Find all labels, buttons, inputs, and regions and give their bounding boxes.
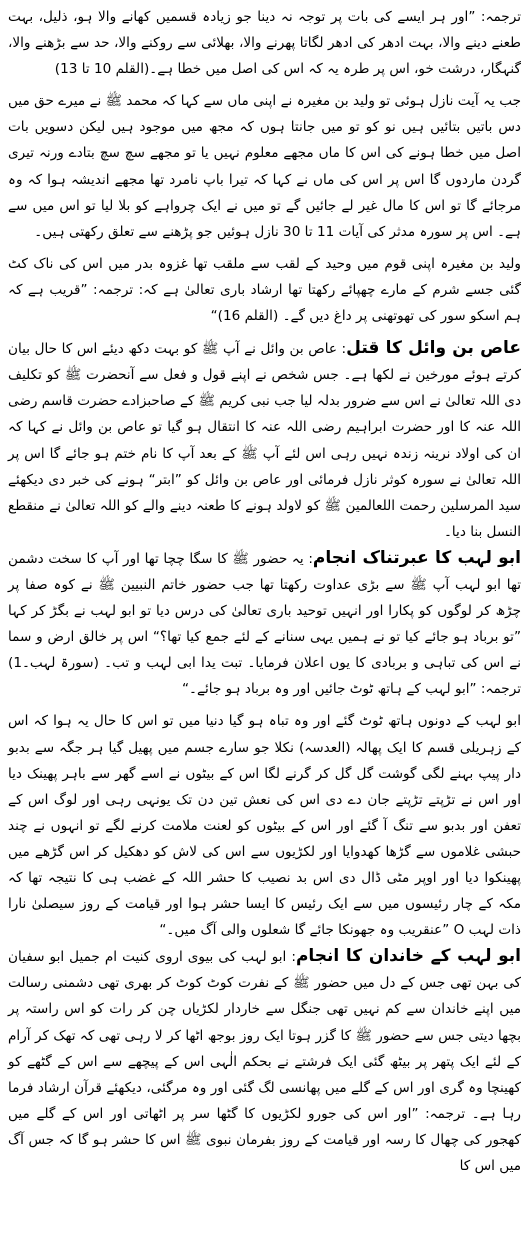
heading-abu-lahab-family: ابو لہب کے خاندان کا انجام bbox=[295, 946, 521, 967]
paragraph-aas-bin-wail bbox=[8, 335, 521, 545]
paragraph-abu-lahab-family bbox=[8, 943, 521, 1179]
paragraph-abu-lahab-death: ابو لہب کے دونوں ہاتھ ٹوٹ گئے اور وہ تباہ ہو گیا دنیا میں تو اس کا حال یہ ہوا کہ اس کے زہریلی قسم کا ایک پھالہ (العدسہ) نکلا جو سارے جسم میں پھیل گیا ہر جگہ سے بدبو دار پیپ بہنے لگی گوشت گل گل کر گرنے لگا اس کے بیٹوں نے اسے گھر سے باہر پھینک دیا اور اس نے تڑپتے تڑپتے جان دے دی اس کی نعش تین دن تک یونہی رہی اور لوگ اس کے تعفن اور بدبو سے تنگ آ گئے اور اس کے بیٹوں کو لعنت ملامت کرنے لگے تو انہوں نے چند حبشی غلاموں سے گڑھا کھدوایا اور لکڑیوں سے اس کی لاش کو دھکیل کر اس گڑھے میں پھینکوا دیا اور اوپر مٹی ڈال دی اس بد نصیب کا حشر اللہ کے غضب ہی کا نتیجہ تھا کہ مکہ کے چار رئیسوں میں سے ایک رئیس کا ایسا حشر ہوا اور قیامت کے روز سیصلیٰ نارا ذات لہب O ”عنقریب وہ جھونکا جائے گا شعلوں والی آگ میں۔“ bbox=[8, 713, 521, 939]
heading-aas-bin-wail: عاص بن وائل کا قتل bbox=[346, 338, 522, 359]
heading-abu-lahab-end: ابو لہب کا عبرتناک انجام bbox=[312, 547, 521, 568]
paragraph-walid-nose: ولید بن مغیرہ اپنی قوم میں وحید کے لقب سے ملقب تھا غزوہ بدر میں اس کی ناک کٹ گئی جسے شرم کے مارے چھپائے رکھتا تھا ارشاد باری تعالیٰ ہے کہ: ترجمہ: ”قریب ہے کہ ہم اسکو سور کی تھوتھنی پر داغ دیں گے۔ (القلم 16)“ bbox=[8, 255, 521, 325]
text-abu-lahab-family: : ابو لہب کی بیوی اروی کنیت ام جمیل ابو سفیان کی بہن تھی جس کے دل میں حضور ﷺ کے نفرت کوٹ کوٹ کر بھری تھی دشمنی رسالت میں اپنے خاندان سے کم نہیں تھی جنگل سے خاردار لکڑیاں چن کر رات کو اس راستہ پر بچھا دیتی جس سے حضور ﷺ کا گزر ہوتا ایک روز بوجھ اٹھا کر لا رہی تھی کہ تھک کر آرام کے لئے ایک پتھر پر بیٹھ گئی ایک فرشتے نے بحکم الٰہی اس کے پیچھے سے اس کے گٹھے کو کھینچا وہ گری اور اس کے گلے میں پھانسی لگ گئی اور وہ مرگئی، دیکھئے قرآن ارشاد فرما رہا ہے۔ ترجمہ: ”اور اس کی جورو لکڑیوں کا گٹھا سر پر اٹھاتی اور اس کے گلے میں کھجور کی چھال کا رسہ اور قیامت کے روز بفرمان نبوی ﷺ اس کا حشر ہو گا کہ جس آگ میں اس کا bbox=[8, 949, 521, 1175]
text-abu-lahab-end: : یہ حضور ﷺ کا سگا چچا تھا اور آپ کا سخت دشمن تھا ابو لہب آپ ﷺ سے بڑی عداوت رکھتا تھا جب حضور خاتم النبیین ﷺ نے کوہ صفا پر چڑھ کر لوگوں کو پکارا اور انہیں توحید باری تعالیٰ کی درس دیا تو ابو لہب نے بگڑ کر کہا ”تو برباد ہو جائے کیا تو نے ہمیں یہی سنانے کے لئے جمع کیا تھا؟“ اس پر خالق ارض و سما نے اس کی تباہی و بربادی کا یوں اعلان فرمایا۔ تبت یدا ابی لہب و تب۔ (سورۃ لہب۔1) ترجمہ: ”ابو لہب کے ہاتھ ٹوٹ جائیں اور وہ برباد ہو جائے۔“ bbox=[8, 550, 521, 698]
text-aas-bin-wail: : عاص بن وائل نے آپ ﷺ کو بہت دکھ دیئے اس کا حال بیان کرتے ہوئے مورخین نے لکھا ہے۔ جس شخص نے اپنے قول و فعل سے آنحضرت ﷺ کو تکلیف دی اللہ تعالیٰ نے اس سے ضرور بدلہ لیا جب نبی کریم ﷺ کے صاحبزادے حضرت قاسم رضی اللہ عنہ کا اور حضرت ابراہیم رضی اللہ عنہ کا انتقال ہو گیا تو عاص بن وائل نے کہا کہ ان کی اولاد نرینہ زندہ نہیں رہی اس لئے آپ ﷺ کے بعد آپ کا نام ختم ہو جائے گا اس پر اللہ تعالیٰ نے سورہ کوثر نازل فرمائی اور عاص بن وائل کو ”ابتر“ ہونے کی خبر دی دیکھئے سید المرسلین رحمت اللعالمین ﷺ کو لاولد ہونے کا طعنہ دینے والے کو اللہ تعالیٰ نے منقطع النسل بنا دیا۔ bbox=[8, 341, 522, 540]
paragraph-abu-lahab-end bbox=[8, 545, 521, 703]
paragraph-quran-translation: ترجمہ: ”اور ہر ایسے کی بات پر توجہ نہ دینا جو زیادہ قسمیں کھانے والا ہو، ذلیل، بہت طعنے دینے والا، بہت ادھر کی ادھر لگاتا پھرنے والا، بھلائی سے روکنے والا، حد سے بڑھنے والا، گنہگار، درشت خو، اس پر طرہ یہ کہ اس کی اصل میں خطا ہے۔(القلم 10 تا 13) bbox=[8, 9, 521, 78]
paragraph-walid-bin-mughira: جب یہ آیت نازل ہوئی تو ولید بن مغیرہ نے اپنی ماں سے کہا کہ محمد ﷺ نے میرے حق میں دس باتیں بتائیں ہیں نو کو تو میں جانتا ہوں کہ مجھ میں موجود ہیں لیکن دسویں بات اصل میں خطا ہونے کی اس کا ماں مجھے معلوم نہیں یا تو مجھے سچ سچ بتادے ورنہ تیری گردن ماردوں گا اس پر اس کی ماں نے کہا کہ تیرا باپ نامرد تھا مجھے اندیشہ ہوا کہ وہ مرجائے گا تو اس کا مال غیر لے جائیں گے تو میں نے ایک چرواہے کو بلا لیا تو اس میں سے ہے۔ اس پر سورہ مدثر کی آیات 11 تا 30 نازل ہوئیں جو پڑھنے سے تعلق رکھتی ہیں۔ bbox=[8, 93, 521, 240]
